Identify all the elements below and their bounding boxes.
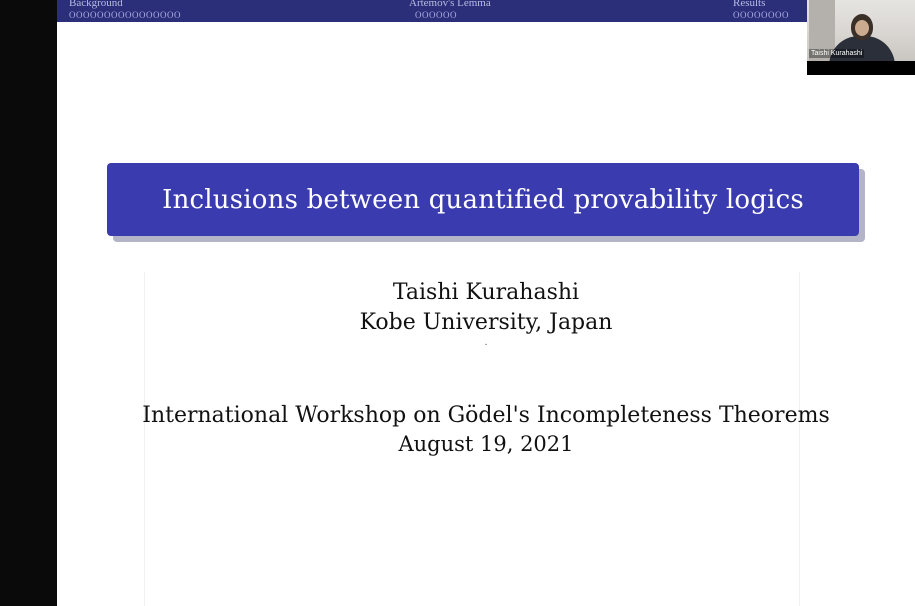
slide-title-block (107, 163, 859, 236)
slide-author: Taishi Kurahashi (392, 280, 580, 305)
beamer-navigation-header (57, 0, 915, 22)
slide-canvas (57, 22, 915, 606)
speaker-webcam-tile[interactable] (807, 0, 915, 61)
letterbox-left (0, 0, 57, 606)
slide-affiliation: Kobe University, Japan (359, 310, 613, 335)
slide-title: Inclusions between quantified provability logics (162, 184, 804, 215)
webcam-participant-name: Taishi Kurahashi (811, 50, 863, 57)
webcam-person-face (855, 20, 869, 36)
webcam-lower-letterbox (807, 61, 915, 75)
slide-event-name: International Workshop on Gödel's Incompleteness Theorems (142, 403, 830, 428)
nav-section-results-label: Results (733, 0, 766, 9)
nav-section-results-dots[interactable]: OOOOOOOO (733, 10, 789, 20)
nav-section-background-dots[interactable]: OOOOOOOOOOOOOOOO (69, 10, 181, 20)
nav-section-background-label: Background (69, 0, 123, 9)
nav-section-artemovs-lemma-dots[interactable]: OOOOOO (415, 10, 457, 20)
slide-event-date: August 19, 2021 (398, 432, 574, 456)
slide-separator-mark: · (484, 340, 488, 351)
nav-section-artemovs-lemma-label: Artemov's Lemma (409, 0, 491, 9)
